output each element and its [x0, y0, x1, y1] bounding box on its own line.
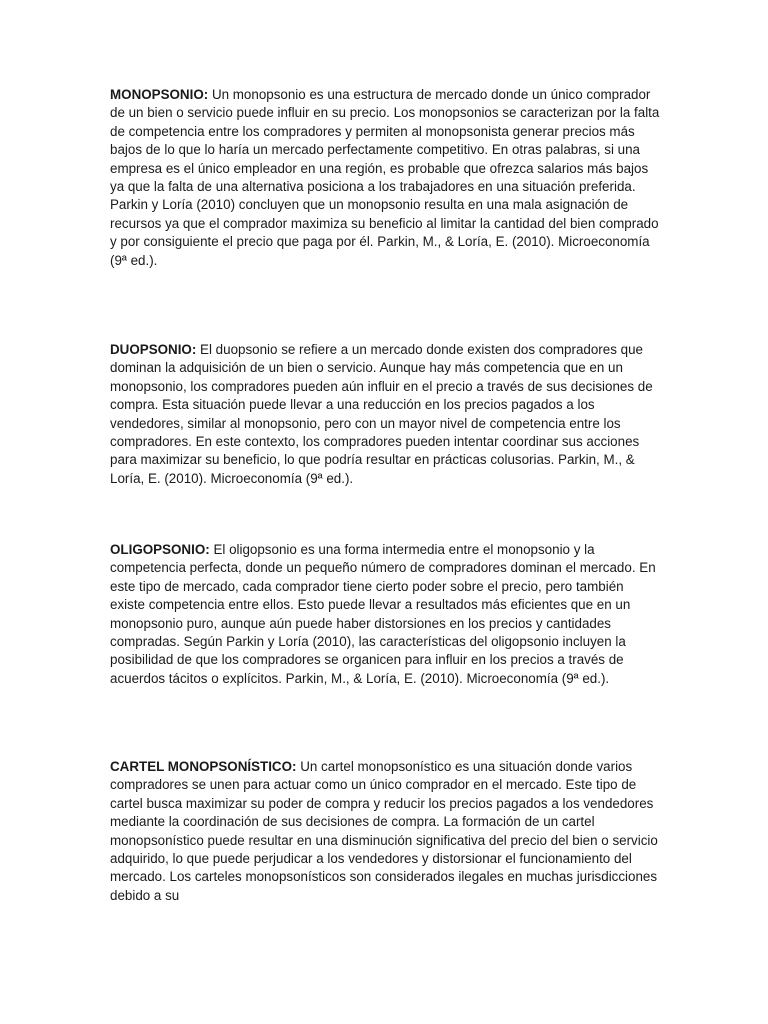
definition-text-cartel-monopsonistico: Un cartel monopsonístico es una situación donde varios compradores se unen para actuar como un único comprador en el mercado. Este tipo de cartel busca maximizar su poder de compra y reducir los precios pagados a los vendedores mediante la coordinación de sus decisiones de compra. La formación de un cartel monopsonístico puede resultar en una disminución significativa del precio del bien o servicio adquirido, lo que puede perjudicar a los vendedores y distorsionar el funcionamiento del mercado. Los carteles monopsonísticos son considerados ilegales en muchas jurisdicciones debido a su — [110, 759, 658, 903]
term-monopsonio: MONOPSONIO: — [110, 87, 209, 102]
definition-text-duopsonio: El duopsonio se refiere a un mercado donde existen dos compradores que dominan la adquisición de un bien o servicio. Aunque hay más competencia que en un monopsonio, los compradores pueden aún influir en el precio a través de sus decisiones de compra. Esta situación puede llevar a una reducción en los precios pagados a los vendedores, similar al monopsonio, pero con un mayor nivel de competencia entre los compradores. En este contexto, los compradores pueden intentar coordinar sus acciones para maximizar su beneficio, lo que podría resultar en prácticas colusorias. Parkin, M., & Loría, E. (2010). Microeconomía (9ª ed.). — [110, 342, 653, 486]
term-duopsonio: DUOPSONIO: — [110, 342, 197, 357]
definition-oligopsonio — [110, 541, 660, 688]
term-oligopsonio: OLIGOPSONIO: — [110, 542, 210, 557]
definition-monopsonio — [110, 86, 660, 270]
definition-cartel-monopsonistico — [110, 758, 660, 905]
definition-text-monopsonio: Un monopsonio es una estructura de mercado donde un único comprador de un bien o servicio puede influir en su precio. Los monopsonios se caracterizan por la falta de competencia entre los compradores y permiten al monopsonista generar precios más bajos de lo que lo haría un mercado perfectamente competitivo. En otras palabras, si una empresa es el único empleador en una región, es probable que ofrezca salarios más bajos ya que la falta de una alternativa posiciona a los trabajadores en una situación preferida. Parkin y Loría (2010) concluyen que un monopsonio resulta en una mala asignación de recursos ya que el comprador maximiza su beneficio al limitar la cantidad del bien comprado y por consiguiente el precio que paga por él. Parkin, M., & Loría, E. (2010). Microeconomía (9ª ed.). — [110, 87, 660, 268]
definition-duopsonio — [110, 341, 660, 488]
definition-text-oligopsonio: El oligopsonio es una forma intermedia entre el monopsonio y la competencia perfecta, donde un pequeño número de compradores dominan el mercado. En este tipo de mercado, cada comprador tiene cierto poder sobre el precio, pero también existe competencia entre ellos. Esto puede llevar a resultados más eficientes que en un monopsonio puro, aunque aún puede haber distorsiones en los precios y cantidades compradas. Según Parkin y Loría (2010), las características del oligopsonio incluyen la posibilidad de que los compradores se organicen para influir en los precios a través de acuerdos tácitos o explícitos. Parkin, M., & Loría, E. (2010). Microeconomía (9ª ed.). — [110, 542, 656, 686]
term-cartel-monopsonistico: CARTEL MONOPSONÍSTICO: — [110, 759, 297, 774]
